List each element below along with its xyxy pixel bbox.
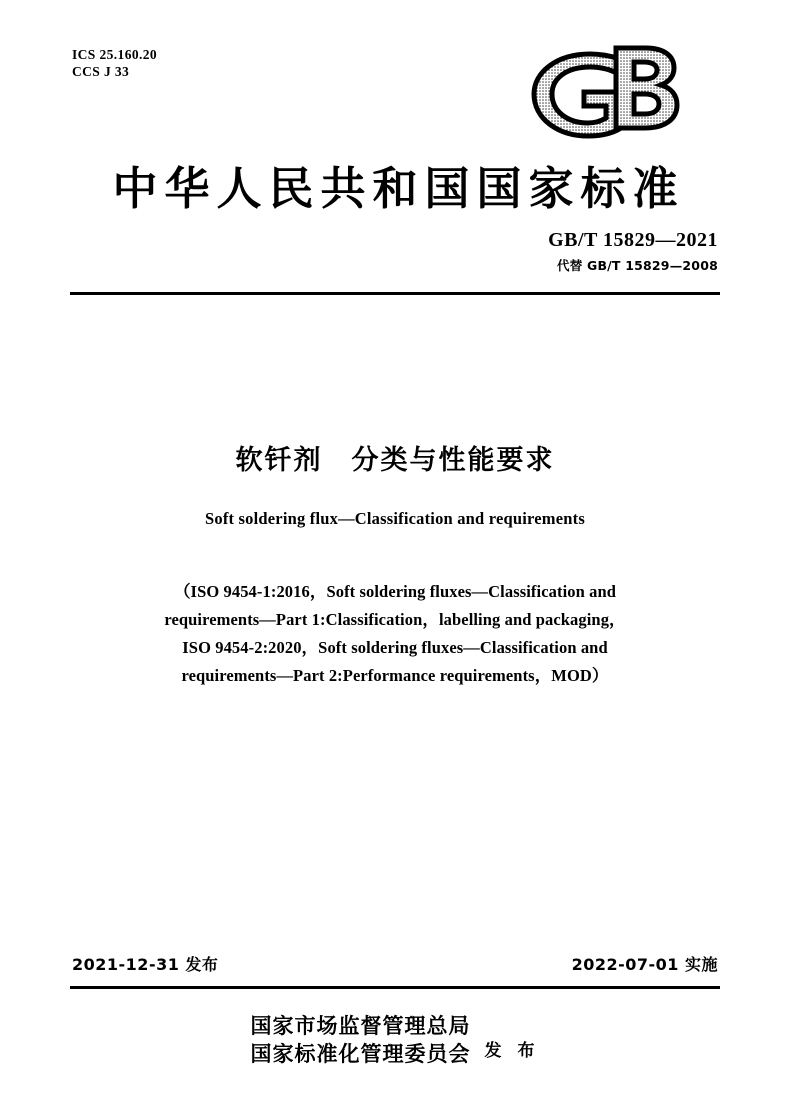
standard-number: GB/T 15829—2021 — [548, 229, 718, 251]
issue-date: 2021-12-31 发布 — [72, 955, 219, 974]
ics-ccs-block — [72, 46, 157, 80]
divider-bottom — [70, 986, 720, 989]
publisher-block — [0, 1012, 790, 1068]
iso-note-line-4: requirements—Part 2:Performance requirements，MOD） — [181, 666, 609, 685]
page-title: 中华人民共和国国家标准 — [112, 162, 685, 215]
publisher-name-1: 国家市场监督管理总局 — [250, 1014, 471, 1038]
publisher-name-2: 国家标准化管理委员会 — [250, 1042, 471, 1066]
iso-correspondence-note — [118, 578, 672, 690]
standard-replaces: 代替 GB/T 15829—2008 — [557, 258, 718, 273]
divider-top — [70, 292, 720, 295]
iso-note-line-3: ISO 9454-2:2020，Soft soldering fluxes—Classification and — [182, 638, 608, 657]
gb-emblem-icon — [512, 42, 682, 142]
iso-note-line-2: requirements—Part 1:Classification，labelling and packaging， — [164, 610, 626, 629]
publisher-names — [251, 1012, 471, 1068]
ccs-code: CCS J 33 — [72, 64, 130, 79]
subject-title-cn: 软钎剂 分类与性能要求 — [235, 445, 555, 476]
publish-verb: 发 布 — [484, 1040, 540, 1061]
effective-date: 2022-07-01 实施 — [571, 955, 718, 974]
ics-code: ICS 25.160.20 — [72, 47, 158, 62]
iso-note-line-1: （ISO 9454-1:2016，Soft soldering fluxes—Classification and — [173, 582, 617, 601]
subject-title-en: Soft soldering flux—Classification and requirements — [205, 509, 585, 528]
